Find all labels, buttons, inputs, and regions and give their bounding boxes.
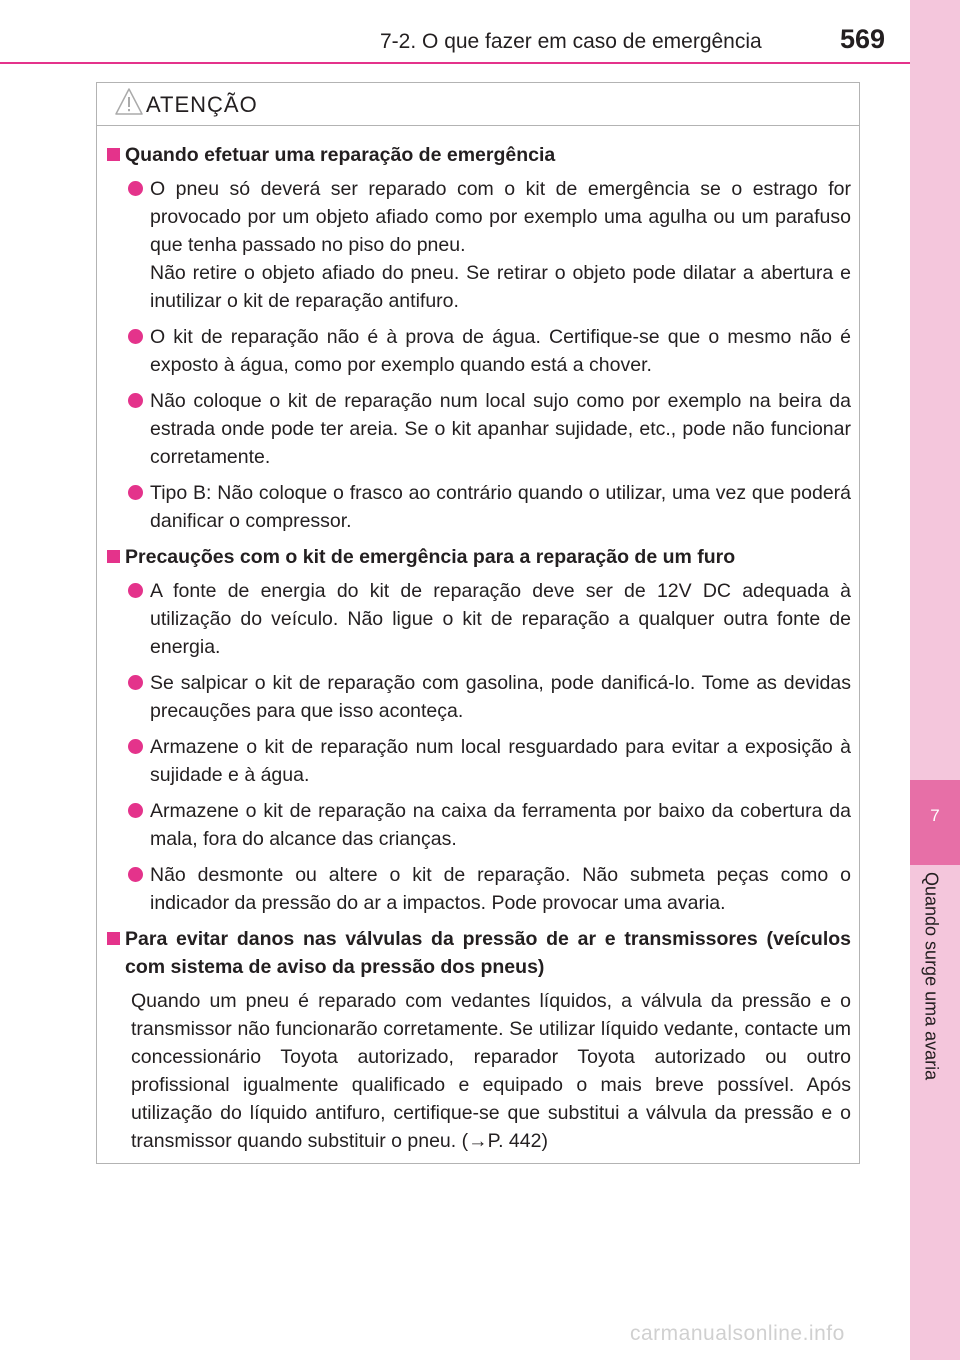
- list-item: [107, 861, 851, 917]
- list-item-text: Não coloque o kit de reparação num local sujo como por exemplo na beira da estrada onde pode ter areia. Se o kit apanhar sujidade, etc., pode não funcionar corretamente.: [150, 390, 851, 468]
- list-item: [107, 577, 851, 661]
- bullet-dot-icon: [128, 867, 143, 882]
- list-item-text: Tipo B: Não coloque o frasco ao contrário quando o utilizar, uma vez que poderá danificar o compressor.: [150, 482, 851, 532]
- chapter-title: Quando surge uma avaria: [921, 872, 942, 1081]
- running-header-title: 7-2. O que fazer em caso de emergência: [380, 30, 762, 53]
- section-heading-text: Quando efetuar uma reparação de emergência: [125, 144, 556, 166]
- header-divider: [0, 62, 910, 64]
- bullet-dot-icon: [128, 181, 143, 196]
- section-heading: [107, 543, 851, 571]
- list-item: [107, 797, 851, 853]
- list-item: [107, 733, 851, 789]
- warning-box: [96, 82, 860, 1164]
- section-heading: [107, 925, 851, 981]
- section-heading-text: Precauções com o kit de emergência para a reparação de um furo: [125, 546, 736, 568]
- list-item-text: O kit de reparação não é à prova de água. Certifique-se que o mesmo não é exposto à água, como por exemplo quando está a chover.: [150, 326, 851, 376]
- section-paragraph: Quando um pneu é reparado com vedantes líquidos, a válvula da pressão e o transmissor não funcionarão corretamente. Se utilizar líquido vedante, contacte um concessionário Toyota autorizado, reparador Toyota autorizado ou outro profissional igualmente qualificado e equipado o mais breve possível. Após utilização do líquido antifuro, certifique-se que substitui a válvula da pressão e o transmissor quando substituir o pneu. (→P. 442): [131, 990, 851, 1152]
- chapter-number: 7: [930, 806, 940, 825]
- warning-triangle-icon: [114, 87, 144, 122]
- list-item-text: A fonte de energia do kit de reparação deve ser de 12V DC adequada à utilização do veículo. Não ligue o kit de reparação a qualquer outra fonte de energia.: [150, 580, 851, 658]
- warning-header: [97, 83, 859, 126]
- list-item: [107, 323, 851, 379]
- list-item-text: Não desmonte ou altere o kit de reparação. Não submeta peças como o indicador da pressão do ar a impactos. Pode provocar uma avaria.: [150, 864, 851, 914]
- list-item-text: O pneu só deverá ser reparado com o kit de emergência se o estrago for provocado por um objeto afiado como por exemplo uma agulha ou um parafuso que tenha passado no piso do pneu.: [150, 178, 851, 256]
- bullet-dot-icon: [128, 739, 143, 754]
- list-item: [107, 175, 851, 315]
- square-bullet-icon: [107, 148, 120, 161]
- warning-title: ATENÇÃO: [146, 92, 258, 117]
- bullet-dot-icon: [128, 393, 143, 408]
- list-item-text: Não retire o objeto afiado do pneu. Se retirar o objeto pode dilatar a abertura e inutilizar o kit de reparação antifuro.: [150, 262, 851, 312]
- page-number: 569: [840, 24, 886, 54]
- section-heading: [107, 141, 851, 169]
- watermark[interactable]: carmanualsonline.info: [630, 1322, 845, 1345]
- section-heading-text: Para evitar danos nas válvulas da pressão de ar e transmissores (veículos com sistema de aviso da pressão dos pneus): [125, 928, 851, 978]
- square-bullet-icon: [107, 550, 120, 563]
- bullet-dot-icon: [128, 675, 143, 690]
- bullet-dot-icon: [128, 329, 143, 344]
- warning-body: [97, 126, 859, 1155]
- bullet-dot-icon: [128, 485, 143, 500]
- bullet-dot-icon: [128, 803, 143, 818]
- section-emergency-repair: [107, 141, 851, 535]
- list-item: [107, 387, 851, 471]
- section-repair-kit-precautions: [107, 543, 851, 917]
- square-bullet-icon: [107, 932, 120, 945]
- section-valve-damage: [107, 925, 851, 1155]
- list-item-text: Se salpicar o kit de reparação com gasolina, pode danificá-lo. Tome as devidas precauções para que isso aconteça.: [150, 672, 851, 722]
- list-item-text: Armazene o kit de reparação na caixa da ferramenta por baixo da cobertura da mala, fora do alcance das crianças.: [150, 800, 851, 850]
- list-item-text: Armazene o kit de reparação num local resguardado para evitar a exposição à sujidade e à água.: [150, 736, 851, 786]
- bullet-dot-icon: [128, 583, 143, 598]
- list-item: [107, 669, 851, 725]
- list-item: [107, 479, 851, 535]
